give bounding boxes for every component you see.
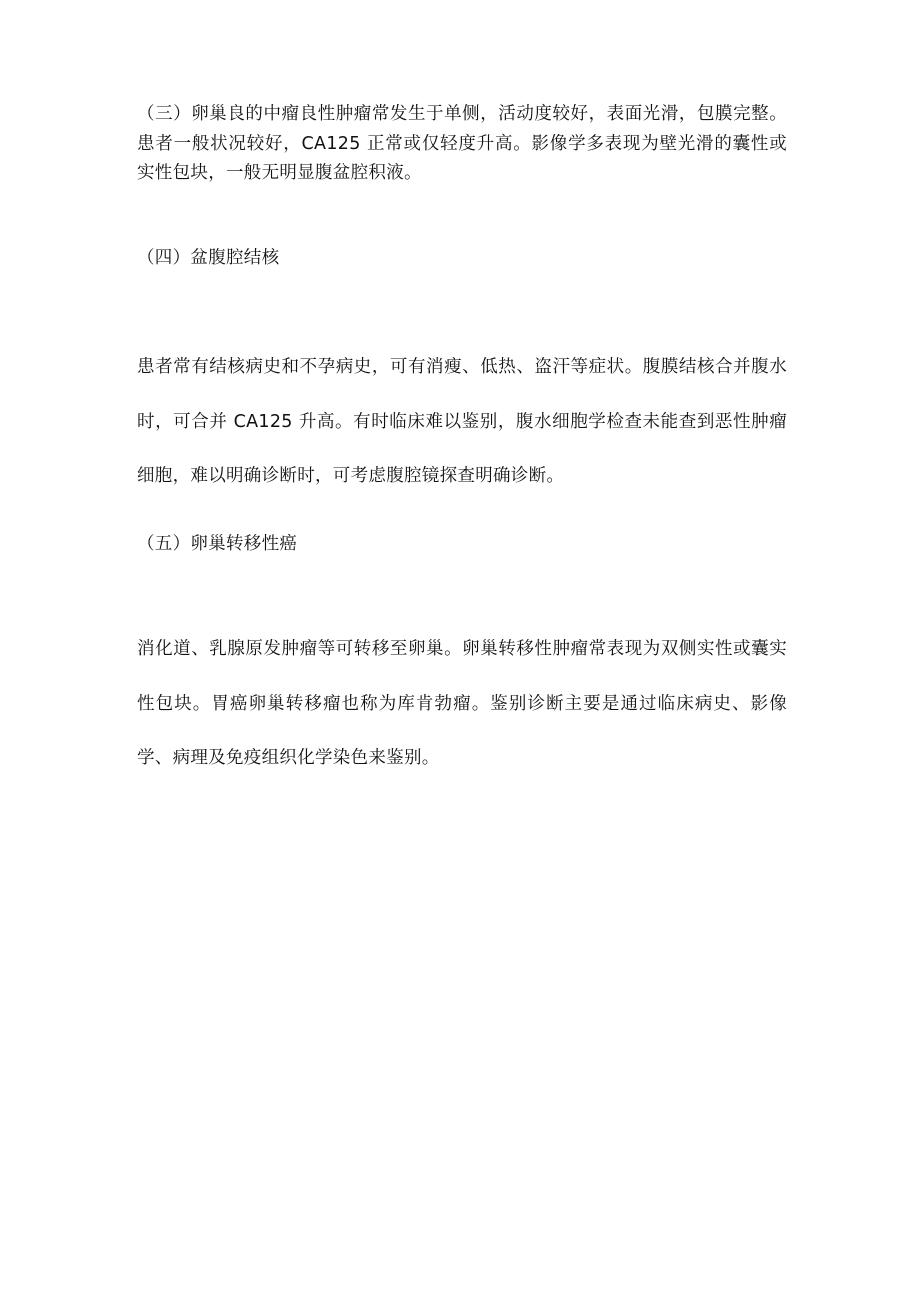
section-3-paragraph: （三）卵巢良的中瘤良性肿瘤常发生于单侧，活动度较好，表面光滑，包膜完整。患者一般状况较好，CA125 正常或仅轻度升高。影像学多表现为壁光滑的囊性或实性包块，一般无明显腹盆腔积液。: [137, 104, 787, 183]
section-4-heading: （四）盆腹腔结核: [137, 248, 280, 268]
section-4-paragraph: 患者常有结核病史和不孕病史，可有消瘦、低热、盗汗等症状。腹膜结核合并腹水时，可合并 CA125 升高。有时临床难以鉴别，腹水细胞学检查未能查到恶性肿瘤细胞，难以明确诊断时，可考虑腹腔镜探查明确诊断。: [137, 357, 787, 486]
section-5-paragraph: 消化道、乳腺原发肿瘤等可转移至卵巢。卵巢转移性肿瘤常表现为双侧实性或囊实性包块。胃癌卵巢转移瘤也称为库肯勃瘤。鉴别诊断主要是通过临床病史、影像学、病理及免疫组织化学染色来鉴别。: [137, 639, 787, 768]
section-5-heading: （五）卵巢转移性癌: [137, 534, 298, 554]
